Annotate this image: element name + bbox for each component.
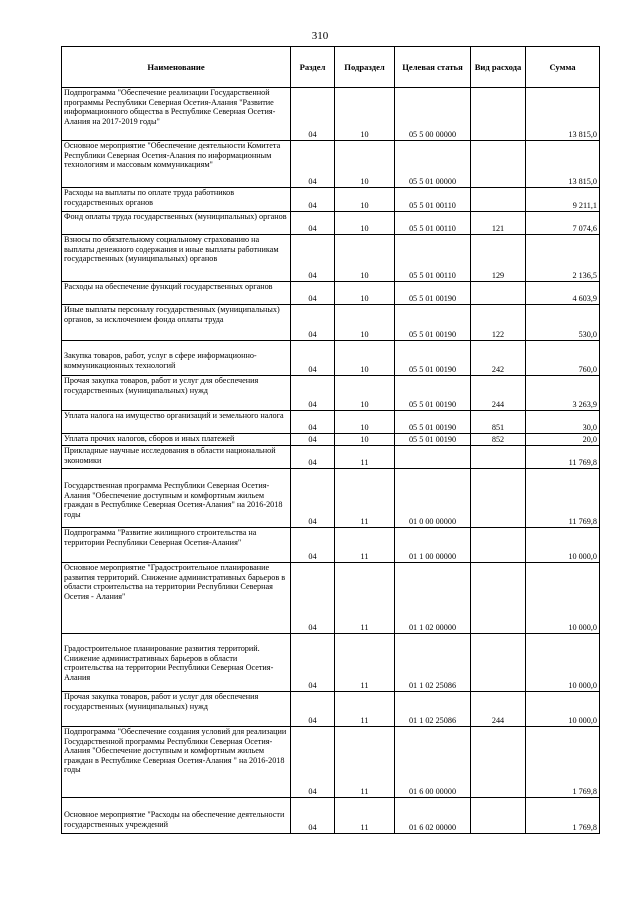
cell-summa: 30,0 (526, 411, 600, 434)
cell-celevaya-statya: 05 5 01 00190 (395, 341, 471, 376)
header-vid-raskhoda: Вид расхода (471, 47, 526, 88)
table-row (62, 469, 600, 528)
cell-summa: 10 000,0 (526, 634, 600, 692)
cell-razdel: 04 (291, 634, 335, 692)
cell-celevaya-statya: 01 6 00 00000 (395, 727, 471, 798)
cell-razdel: 04 (291, 798, 335, 834)
cell-razdel: 04 (291, 434, 335, 446)
cell-vid-raskhoda: 129 (471, 235, 526, 282)
cell-summa: 10 000,0 (526, 528, 600, 563)
cell-celevaya-statya: 05 5 01 00110 (395, 188, 471, 212)
table-row (62, 563, 600, 634)
table-row (62, 141, 600, 188)
cell-vid-raskhoda (471, 727, 526, 798)
table-row (62, 446, 600, 469)
cell-podrazdel: 11 (335, 469, 395, 528)
header-razdel: Раздел (291, 47, 335, 88)
table-row (62, 727, 600, 798)
cell-summa: 2 136,5 (526, 235, 600, 282)
cell-celevaya-statya: 05 5 00 00000 (395, 88, 471, 141)
cell-summa: 11 769,8 (526, 469, 600, 528)
page-number: 310 (311, 30, 329, 42)
cell-name: Прочая закупка товаров, работ и услуг для обеспечения государственных (муниципальных) нужд (62, 692, 291, 727)
cell-podrazdel: 11 (335, 634, 395, 692)
cell-celevaya-statya: 01 1 02 00000 (395, 563, 471, 634)
cell-celevaya-statya: 01 6 02 00000 (395, 798, 471, 834)
cell-razdel: 04 (291, 692, 335, 727)
table-row (62, 235, 600, 282)
cell-name: Подпрограмма "Обеспечение создания условий для реализации Государственной программы Республики Северная Осетия-Алания "Обеспечение доступным и комфортным жильем граждан в Республике Северная Осетия-Алания " на 2016-2018 годы (62, 727, 291, 798)
cell-razdel: 04 (291, 376, 335, 411)
cell-vid-raskhoda (471, 469, 526, 528)
table-row (62, 341, 600, 376)
cell-razdel: 04 (291, 188, 335, 212)
cell-celevaya-statya (395, 446, 471, 469)
cell-name: Фонд оплаты труда государственных (муниципальных) органов (62, 212, 291, 235)
cell-name: Прикладные научные исследования в области национальной экономики (62, 446, 291, 469)
table-body (62, 88, 600, 834)
table-row (62, 188, 600, 212)
table-row (62, 634, 600, 692)
table-row (62, 434, 600, 446)
cell-name: Прочая закупка товаров, работ и услуг для обеспечения государственных (муниципальных) нужд (62, 376, 291, 411)
table-row (62, 692, 600, 727)
cell-vid-raskhoda (471, 528, 526, 563)
cell-summa: 1 769,8 (526, 727, 600, 798)
table-row (62, 798, 600, 834)
cell-name: Подпрограмма "Развитие жилищного строительства на территории Республики Северная Осетия-Алания" (62, 528, 291, 563)
cell-razdel: 04 (291, 341, 335, 376)
cell-razdel: 04 (291, 88, 335, 141)
cell-summa: 530,0 (526, 305, 600, 341)
cell-name: Уплата налога на имущество организаций и земельного налога (62, 411, 291, 434)
cell-summa: 11 769,8 (526, 446, 600, 469)
cell-summa: 9 211,1 (526, 188, 600, 212)
cell-razdel: 04 (291, 305, 335, 341)
cell-vid-raskhoda: 122 (471, 305, 526, 341)
cell-name: Градостроительное планирование развития территорий. Снижение административных барьеров в области строительства на территории Республики Северная Осетия-Алания (62, 634, 291, 692)
cell-celevaya-statya: 05 5 01 00190 (395, 376, 471, 411)
cell-vid-raskhoda (471, 446, 526, 469)
cell-vid-raskhoda: 121 (471, 212, 526, 235)
cell-razdel: 04 (291, 446, 335, 469)
cell-name: Государственная программа Республики Северная Осетия-Алания "Обеспечение доступным и комфортным жильем граждан в Республике Северная Осетия-Алания" на 2016-2018 годы (62, 469, 291, 528)
cell-summa: 10 000,0 (526, 563, 600, 634)
table-row (62, 88, 600, 141)
cell-razdel: 04 (291, 282, 335, 305)
cell-summa: 7 074,6 (526, 212, 600, 235)
cell-vid-raskhoda (471, 188, 526, 212)
header-summa: Сумма (526, 47, 600, 88)
cell-podrazdel: 10 (335, 376, 395, 411)
cell-podrazdel: 11 (335, 563, 395, 634)
cell-name: Основное мероприятие "Обеспечение деятельности Комитета Республики Северная Осетия-Алания по информационным технологиям и массовым коммуникациям" (62, 141, 291, 188)
table-row (62, 376, 600, 411)
cell-vid-raskhoda: 852 (471, 434, 526, 446)
cell-podrazdel: 10 (335, 434, 395, 446)
cell-podrazdel: 10 (335, 235, 395, 282)
table-row (62, 282, 600, 305)
cell-razdel: 04 (291, 141, 335, 188)
cell-vid-raskhoda (471, 282, 526, 305)
cell-vid-raskhoda: 244 (471, 692, 526, 727)
cell-razdel: 04 (291, 212, 335, 235)
cell-name: Основное мероприятие "Расходы на обеспечение деятельности государственных учреждений (62, 798, 291, 834)
cell-podrazdel: 10 (335, 341, 395, 376)
cell-summa: 13 815,0 (526, 141, 600, 188)
header-podrazdel: Подраздел (335, 47, 395, 88)
cell-celevaya-statya: 05 5 01 00190 (395, 411, 471, 434)
cell-celevaya-statya: 05 5 01 00190 (395, 305, 471, 341)
cell-vid-raskhoda (471, 634, 526, 692)
cell-name: Закупка товаров, работ, услуг в сфере информационно-коммуникационных технологий (62, 341, 291, 376)
cell-podrazdel: 10 (335, 411, 395, 434)
header-name: Наименование (62, 47, 291, 88)
budget-table (61, 46, 600, 834)
cell-celevaya-statya: 05 5 01 00110 (395, 235, 471, 282)
cell-name: Расходы на обеспечение функций государственных органов (62, 282, 291, 305)
cell-podrazdel: 11 (335, 528, 395, 563)
table-row (62, 528, 600, 563)
cell-vid-raskhoda (471, 563, 526, 634)
cell-celevaya-statya: 01 1 02 25086 (395, 692, 471, 727)
cell-vid-raskhoda (471, 141, 526, 188)
cell-celevaya-statya: 05 5 01 00190 (395, 282, 471, 305)
cell-razdel: 04 (291, 528, 335, 563)
cell-razdel: 04 (291, 727, 335, 798)
cell-summa: 760,0 (526, 341, 600, 376)
cell-summa: 4 603,9 (526, 282, 600, 305)
header-celevaya-statya: Целевая статья (395, 47, 471, 88)
cell-podrazdel: 10 (335, 305, 395, 341)
cell-vid-raskhoda (471, 88, 526, 141)
cell-podrazdel: 11 (335, 727, 395, 798)
cell-razdel: 04 (291, 411, 335, 434)
cell-razdel: 04 (291, 469, 335, 528)
table-row (62, 305, 600, 341)
cell-celevaya-statya: 05 5 01 00110 (395, 212, 471, 235)
cell-summa: 20,0 (526, 434, 600, 446)
cell-celevaya-statya: 01 1 00 00000 (395, 528, 471, 563)
table-header (62, 47, 600, 88)
table-row (62, 212, 600, 235)
cell-podrazdel: 10 (335, 212, 395, 235)
cell-vid-raskhoda (471, 798, 526, 834)
cell-summa: 10 000,0 (526, 692, 600, 727)
cell-razdel: 04 (291, 563, 335, 634)
cell-celevaya-statya: 01 1 02 25086 (395, 634, 471, 692)
cell-podrazdel: 10 (335, 282, 395, 305)
cell-name: Уплата прочих налогов, сборов и иных платежей (62, 434, 291, 446)
cell-celevaya-statya: 01 0 00 00000 (395, 469, 471, 528)
table-row (62, 411, 600, 434)
cell-podrazdel: 11 (335, 798, 395, 834)
cell-name: Основное мероприятие "Градостроительное планирование развития территорий. Снижение административных барьеров в области строительства на территории Республики Северная Осетия - Алания" (62, 563, 291, 634)
cell-vid-raskhoda: 244 (471, 376, 526, 411)
cell-summa: 3 263,9 (526, 376, 600, 411)
cell-celevaya-statya: 05 5 01 00000 (395, 141, 471, 188)
cell-podrazdel: 10 (335, 141, 395, 188)
cell-name: Иные выплаты персоналу государственных (муниципальных) органов, за исключением фонда оплаты труда (62, 305, 291, 341)
cell-podrazdel: 10 (335, 88, 395, 141)
cell-name: Расходы на выплаты по оплате труда работников государственных органов (62, 188, 291, 212)
cell-razdel: 04 (291, 235, 335, 282)
cell-name: Взносы по обязательному социальному страхованию на выплаты денежного содержания и иные выплаты работникам государственных (муниципальных) органов (62, 235, 291, 282)
cell-podrazdel: 11 (335, 692, 395, 727)
cell-podrazdel: 11 (335, 446, 395, 469)
cell-podrazdel: 10 (335, 188, 395, 212)
cell-summa: 1 769,8 (526, 798, 600, 834)
cell-name: Подпрограмма "Обеспечение реализации Государственной программы Республики Северная Осетия-Алания "Развитие информационного общества в Республике Северная Осетия-Алания на 2017-2019 годы" (62, 88, 291, 141)
cell-vid-raskhoda: 851 (471, 411, 526, 434)
cell-vid-raskhoda: 242 (471, 341, 526, 376)
cell-summa: 13 815,0 (526, 88, 600, 141)
cell-celevaya-statya: 05 5 01 00190 (395, 434, 471, 446)
